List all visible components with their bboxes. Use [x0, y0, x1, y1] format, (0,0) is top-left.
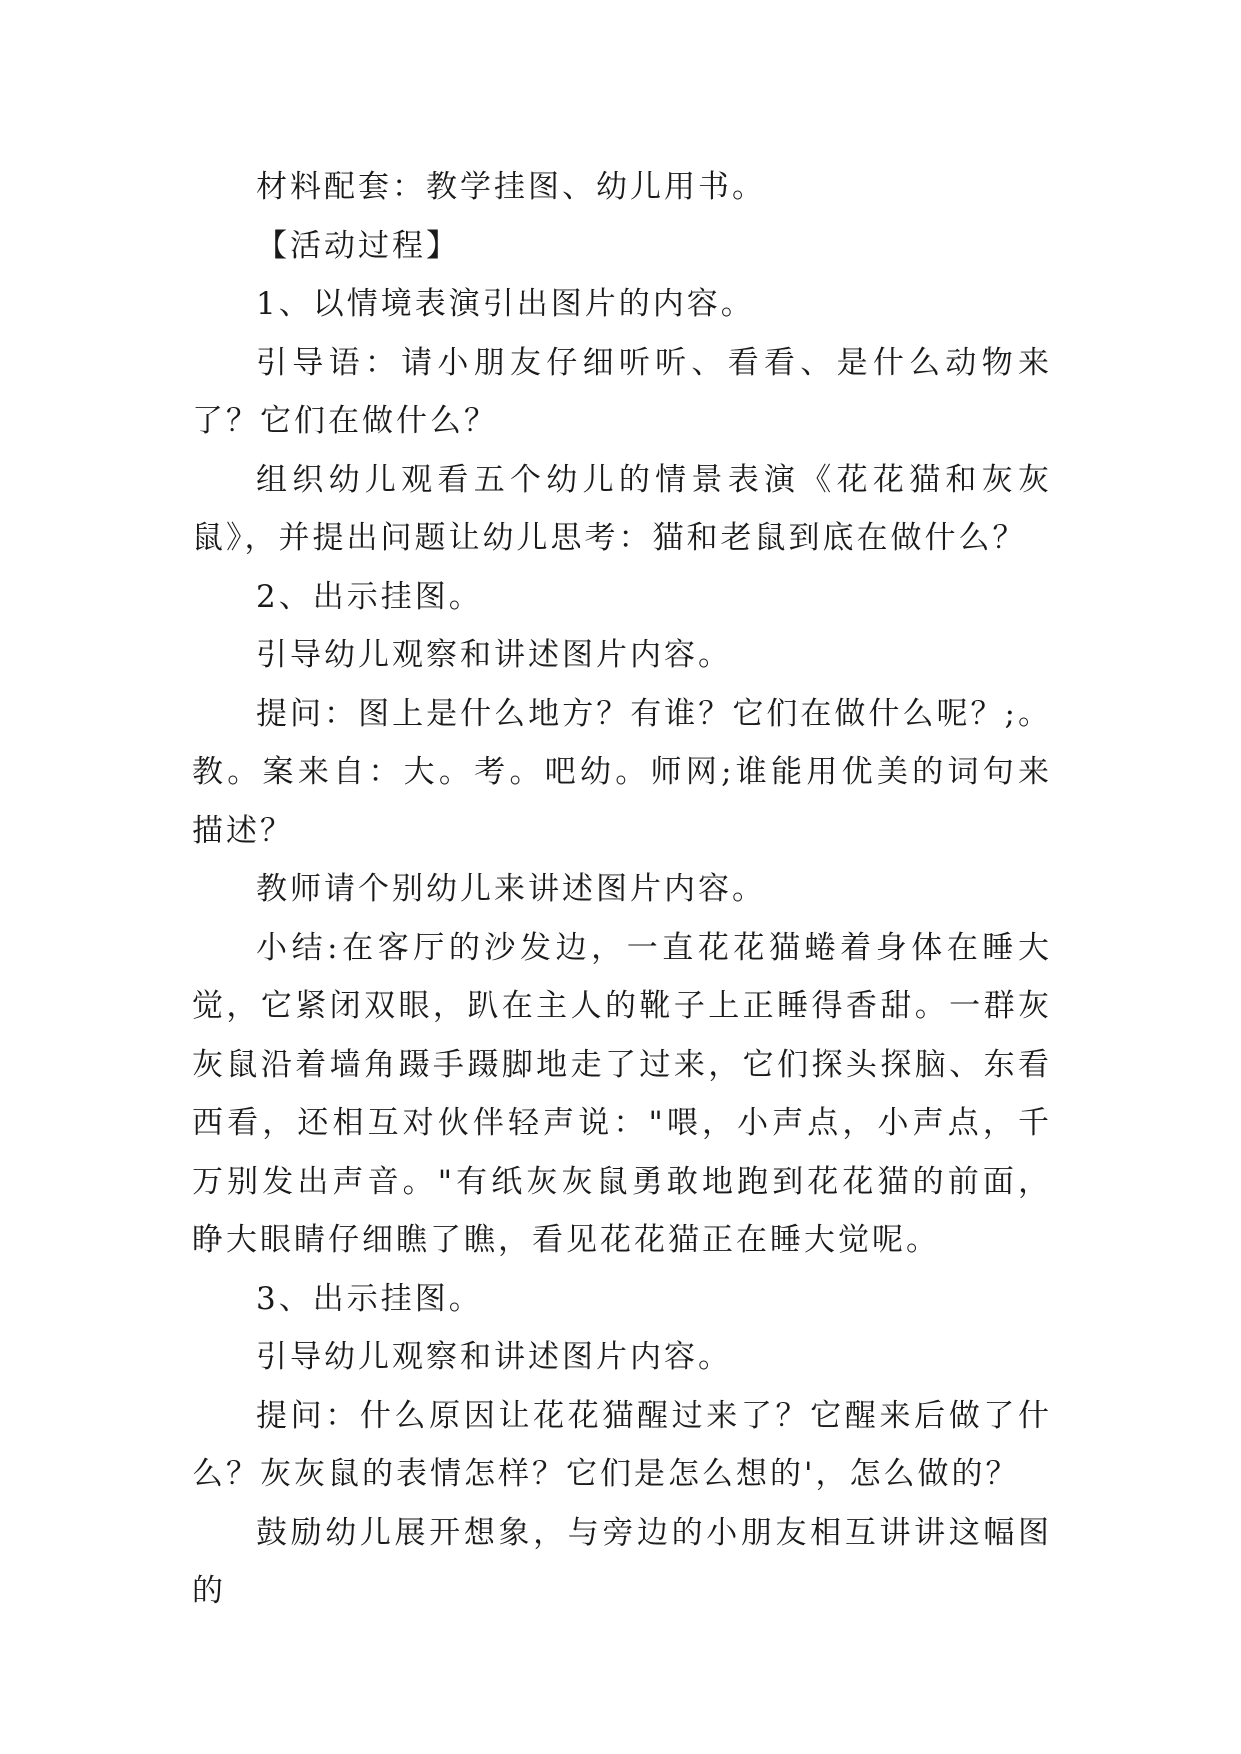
paragraph-guide-question: 引导语：请小朋友仔细听听、看看、是什么动物来了？它们在做什么？ — [192, 344, 1052, 439]
paragraph-organize-performance: 组织幼儿观看五个幼儿的情景表演《花花猫和灰灰鼠》，并提出问题让幼儿思考：猫和老鼠到底在做什么？ — [192, 461, 1052, 556]
paragraph-question-2: 提问：什么原因让花花猫醒过来了？它醒来后做了什么？灰灰鼠的表情怎样？它们是怎么想的'，怎么做的？ — [192, 1397, 1052, 1492]
paragraph-guide-observe-1: 引导幼儿观察和讲述图片内容。 — [256, 637, 732, 673]
document-body — [192, 158, 1052, 1621]
paragraph-guide-observe-2: 引导幼儿观察和讲述图片内容。 — [256, 1339, 732, 1375]
paragraph-encourage: 鼓励幼儿展开想象，与旁边的小朋友相互讲讲这幅图的 — [192, 1514, 1052, 1609]
paragraph-step-3: 3、出示挂图。 — [256, 1280, 483, 1317]
paragraph-step-1: 1、以情境表演引出图片的内容。 — [256, 286, 755, 322]
paragraph-teacher-invite: 教师请个别幼儿来讲述图片内容。 — [256, 871, 766, 907]
paragraph-step-2: 2、出示挂图。 — [256, 578, 483, 615]
paragraph-question-1: 提问：图上是什么地方？有谁？它们在做什么呢？;。教。案来自：大。考。吧幼。师网;谁能用优美的词句来描述？ — [192, 695, 1052, 849]
paragraph-summary: 小结:在客厅的沙发边，一直花花猫蜷着身体在睡大觉，它紧闭双眼，趴在主人的靴子上正睡得香甜。一群灰灰鼠沿着墙角蹑手蹑脚地走了过来，它们探头探脑、东看西看，还相互对伙伴轻声说："喂，小声点，小声点，千万别发出声音。"有纸灰灰鼠勇敢地跑到花花猫的前面，睁大眼睛仔细瞧了瞧，看见花花猫正在睡大觉呢。 — [192, 929, 1052, 1258]
paragraph-activity-process-heading: 【活动过程】 — [256, 227, 460, 264]
paragraph-materials: 材料配套：教学挂图、幼儿用书。 — [256, 169, 766, 205]
